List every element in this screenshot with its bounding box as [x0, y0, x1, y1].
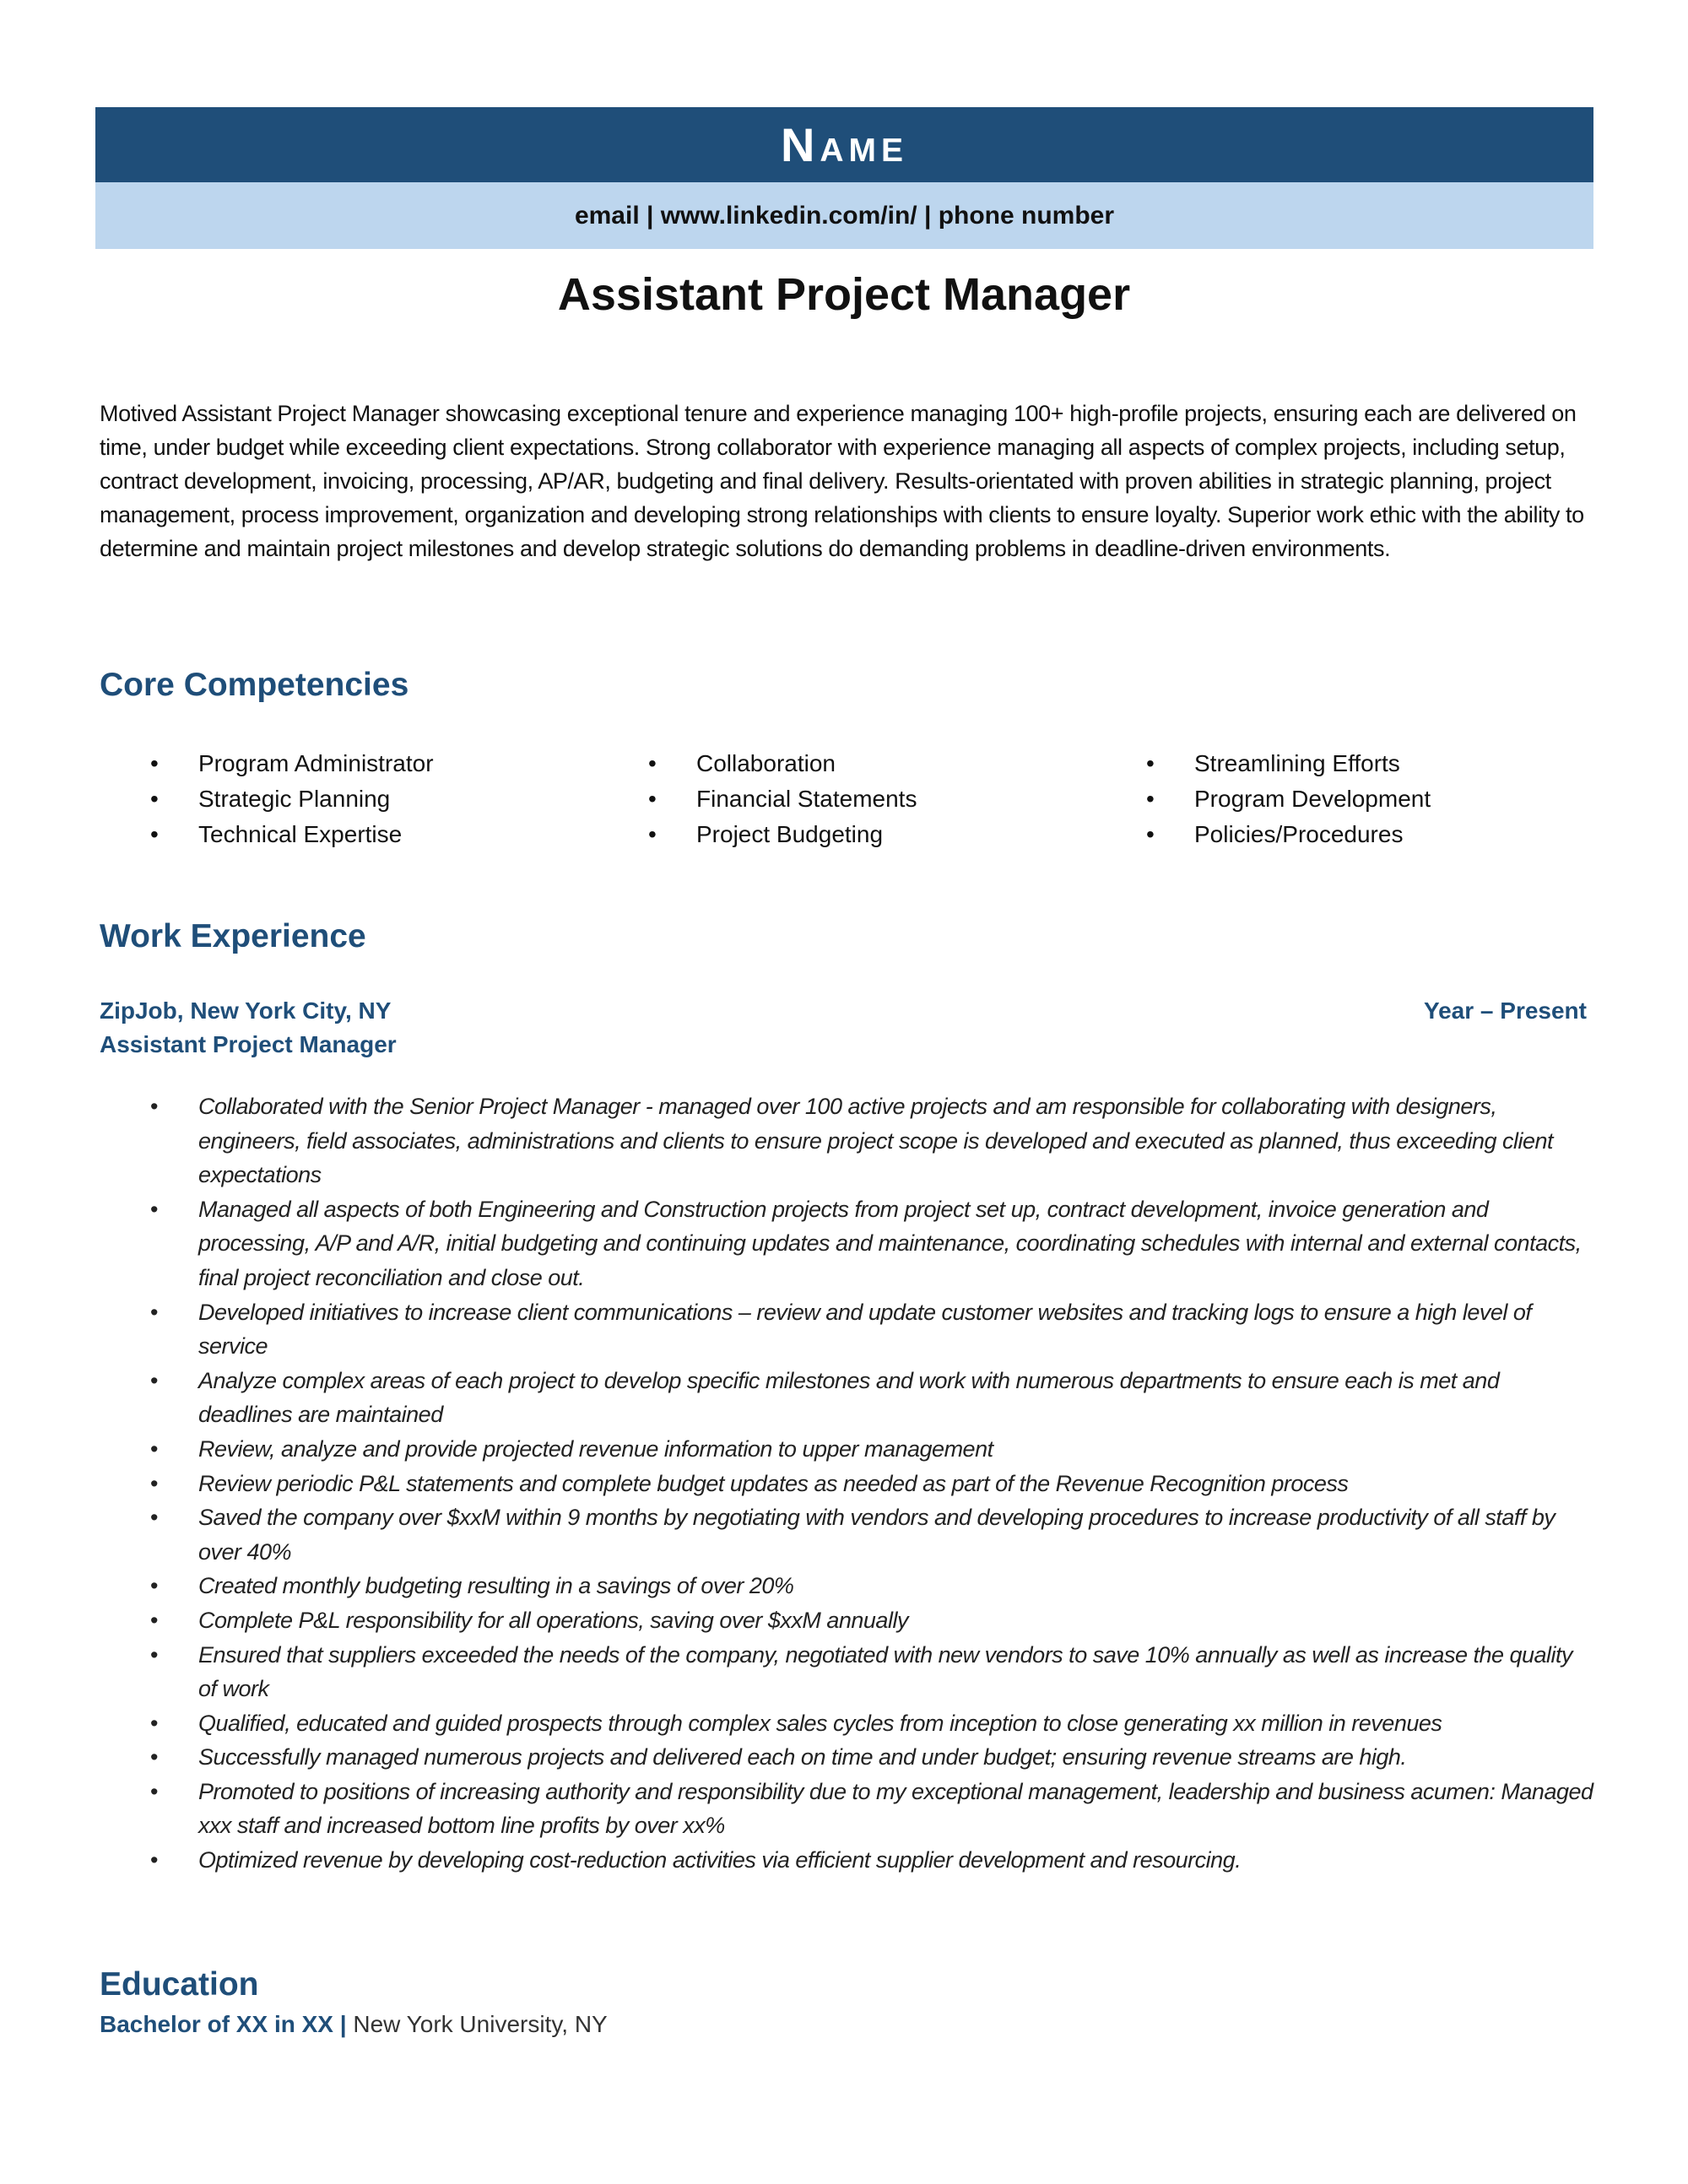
core-competencies-heading: Core Competencies: [100, 667, 409, 703]
degree: Bachelor of XX in XX: [100, 2011, 333, 2037]
competency-item: • Policies/Procedures: [1096, 817, 1593, 852]
job-role: Assistant Project Manager: [100, 1031, 397, 1057]
competency-item: • Financial Statements: [598, 781, 1096, 817]
competency-column: [100, 746, 598, 852]
company-location: ZipJob, New York City, NY: [100, 997, 392, 1024]
competency-item: • Program Administrator: [100, 746, 598, 781]
competency-item: • Technical Expertise: [100, 817, 598, 852]
competency-item: • Project Budgeting: [598, 817, 1096, 852]
education-heading: Education: [100, 1966, 259, 2003]
school: New York University, NY: [353, 2011, 608, 2037]
experience-bullet: • Review, analyze and provide projected revenue information to upper management: [100, 1432, 1593, 1467]
experience-bullet: • Created monthly budgeting resulting in a savings of over 20%: [100, 1569, 1593, 1603]
experience-bullet: • Saved the company over $xxM within 9 months by negotiating with vendors and developing procedures to increase productivity of all staff by over 40%: [100, 1500, 1593, 1569]
experience-bullet: • Qualified, educated and guided prospects through complex sales cycles from inception to close generating xx million in revenues: [100, 1706, 1593, 1741]
competency-item: • Streamlining Efforts: [1096, 746, 1593, 781]
job-title: Assistant Project Manager: [557, 269, 1131, 320]
contact-line: email | www.linkedin.com/in/ | phone number: [95, 182, 1593, 249]
experience-bullet: • Collaborated with the Senior Project Manager - managed over 100 active projects and am responsible for collaborating with designers, engineers, field associates, administrations and clients to ensure project scope is developed and executed as planned, thus exceeding client expectations: [100, 1089, 1593, 1192]
education-entry: [100, 2011, 608, 2038]
competency-column: [1096, 746, 1593, 852]
experience-bullet: • Review periodic P&L statements and complete budget updates as needed as part of the Revenue Recognition process: [100, 1467, 1593, 1501]
work-experience-heading: Work Experience: [100, 918, 366, 954]
job-header: [100, 997, 1587, 1024]
job-dates: Year – Present: [1423, 997, 1587, 1024]
experience-bullet: • Analyze complex areas of each project to develop specific milestones and work with numerous departments to ensure each is met and deadlines are maintained: [100, 1364, 1593, 1432]
experience-bullet: • Successfully managed numerous projects and delivered each on time and under budget; ensuring revenue streams are high.: [100, 1740, 1593, 1775]
experience-bullet: • Optimized revenue by developing cost-reduction activities via efficient supplier development and resourcing.: [100, 1843, 1593, 1878]
competencies-list: [100, 746, 1593, 852]
name-banner: [95, 107, 1593, 182]
job-bullets: [100, 1089, 1593, 1878]
competency-column: [598, 746, 1096, 852]
separator: |: [333, 2011, 354, 2037]
experience-bullet: • Ensured that suppliers exceeded the needs of the company, negotiated with new vendors to save 10% annually as well as increase the quality of work: [100, 1638, 1593, 1706]
competency-item: • Program Development: [1096, 781, 1593, 817]
competency-item: • Collaboration: [598, 746, 1096, 781]
experience-bullet: • Promoted to positions of increasing authority and responsibility due to my exceptional management, leadership and business acumen: Managed xxx staff and increased bottom line profits by over xx%: [100, 1775, 1593, 1843]
competency-item: • Strategic Planning: [100, 781, 598, 817]
summary-paragraph: Motived Assistant Project Manager showcasing exceptional tenure and experience managing 100+ high-profile projects, ensuring each are delivered on time, under budget while exceeding client expectations. Strong collaborator with experience managing all aspects of complex projects, including setup, contract development, invoicing, processing, AP/AR, budgeting and final delivery. Results-orientated with proven abilities in strategic planning, project management, process improvement, organization and developing strong relationships with clients to ensure loyalty. Superior work ethic with the ability to determine and maintain project milestones and develop strategic solutions do demanding problems in deadline-driven environments.: [100, 401, 1584, 561]
experience-bullet: • Complete P&L responsibility for all operations, saving over $xxM annually: [100, 1603, 1593, 1638]
candidate-name: Name: [780, 118, 909, 171]
experience-bullet: • Managed all aspects of both Engineering and Construction projects from project set up, contract development, invoice generation and processing, A/P and A/R, initial budgeting and continuing updates and maintenance, coordinating schedules with internal and external contacts, final project reconciliation and close out.: [100, 1192, 1593, 1295]
experience-bullet: • Developed initiatives to increase client communications – review and update customer websites and tracking logs to ensure a high level of service: [100, 1295, 1593, 1364]
